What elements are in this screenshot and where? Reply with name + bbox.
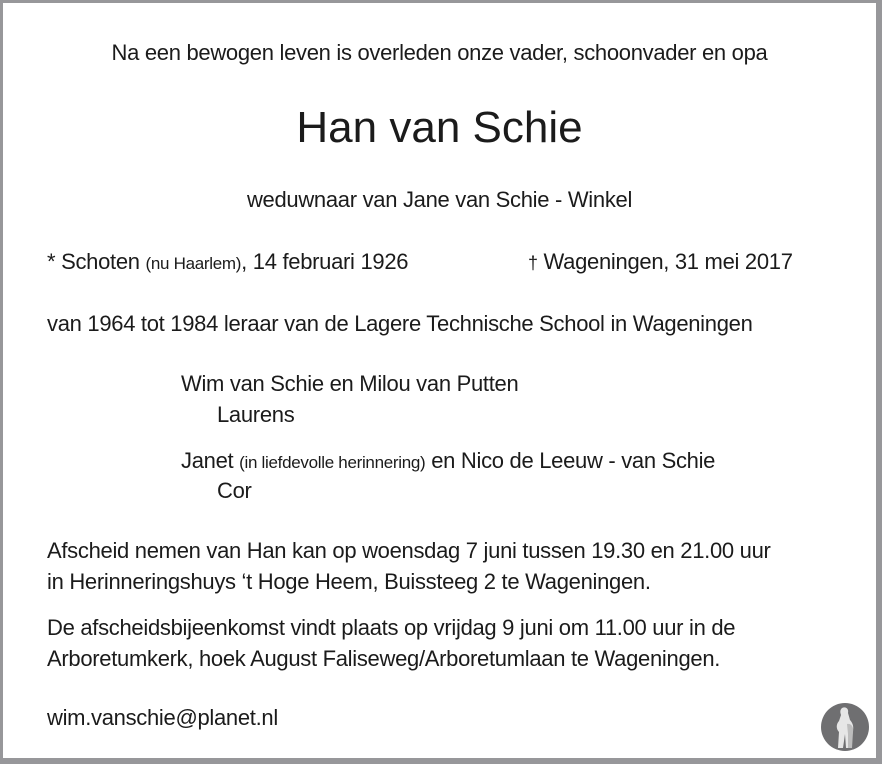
farewell-line: Afscheid nemen van Han kan op woensdag 7 juni tussen 19.30 en 21.00 uur (47, 538, 771, 563)
widower-text: weduwnaar van Jane van Schie - Winkel (246, 187, 633, 212)
deceased-name: Han van Schie (296, 103, 583, 152)
intro-text: Na een bewogen leven is overleden onze vader, schoonvader en opa (111, 40, 768, 65)
death-text: Wageningen, 31 mei 2017 (543, 249, 793, 274)
birth-symbol: * (47, 249, 56, 274)
obituary-card (3, 3, 876, 758)
birth-info (47, 249, 408, 275)
career-text: van 1964 tot 1984 leraar van de Lagere Technische School in Wageningen (47, 311, 753, 336)
family-line: Janet (in liefdevolle herinnering) en Nico de Leeuw - van Schie (181, 448, 716, 473)
birth-place-note: (nu Haarlem) (145, 254, 242, 273)
family-line: Wim van Schie en Milou van Putten (181, 371, 519, 396)
contact-email[interactable]: wim.vanschie@planet.nl (47, 705, 278, 730)
grandchild-name: Cor (217, 478, 252, 503)
death-symbol: † (528, 253, 538, 273)
memorial-figures-icon (820, 702, 870, 752)
birth-place: Schoten (61, 249, 140, 274)
birth-date: , 14 februari 1926 (241, 249, 409, 274)
ceremony-line: De afscheidsbijeenkomst vindt plaats op vrijdag 9 juni om 11.00 uur in de (47, 615, 736, 640)
grandchild-name: Laurens (217, 402, 295, 427)
farewell-line: in Herinneringshuys ‘t Hoge Heem, Buissteeg 2 te Wageningen. (47, 569, 651, 594)
remembrance-note: (in liefdevolle herinnering) (239, 453, 426, 472)
ceremony-line: Arboretumkerk, hoek August Faliseweg/Arboretumlaan te Wageningen. (47, 646, 721, 671)
death-info (528, 249, 793, 275)
